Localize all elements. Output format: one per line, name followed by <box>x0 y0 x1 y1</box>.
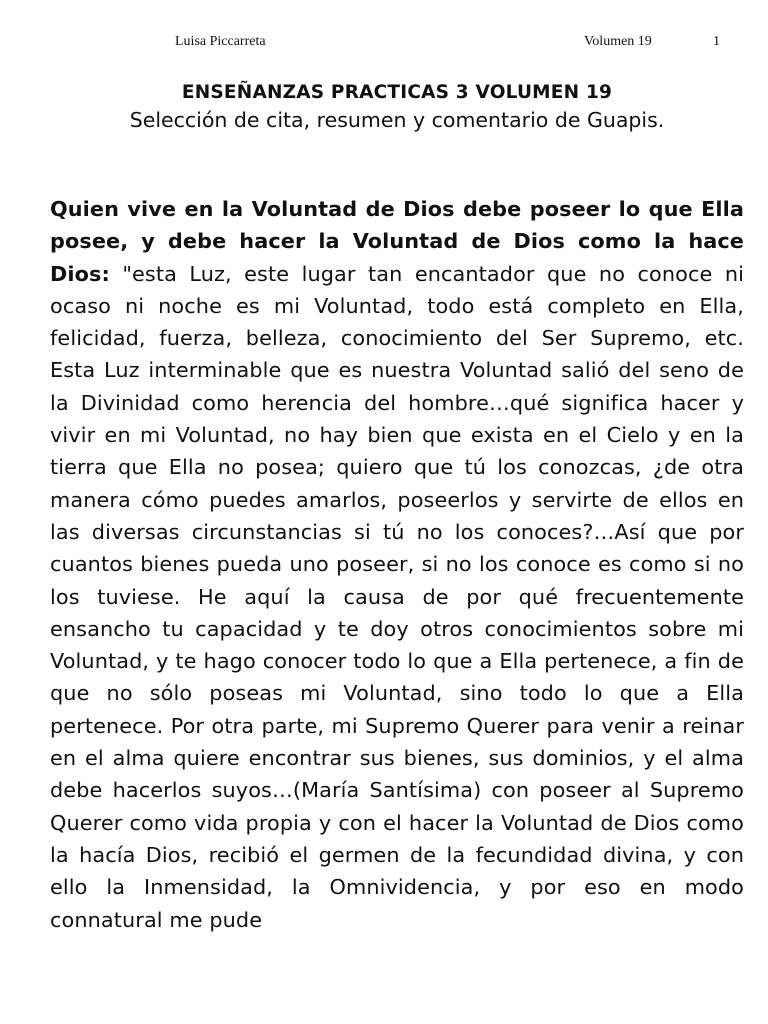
paragraph-quote-text: "esta Luz, este lugar tan encantador que no conoce ni ocaso ni noche es mi Voluntad, todo está completo en Ella, felicidad, fuerza, belleza, conocimiento del Ser Supremo, etc. Esta Luz interminable que es nuestra Voluntad salió del seno de la Divinidad como herencia del hombre…qué significa hacer y vivir en mi Voluntad, no hay bien que exista en el Cielo y en la tierra que Ella no posea; quiero que tú los conozcas, ¿de otra manera cómo puedes amarlos, poseerlos y servirte de ellos en las diversas circunstancias si tú no los conoces?…Así que por cuantos bienes pueda uno poseer, si no los conoce es como si no los tuviese. He aquí la causa de por qué frecuentemente ensancho tu capacidad y te doy otros conocimientos sobre mi Voluntad, y te hago conocer todo lo que a Ella pertenece, a fin de que no sólo poseas mi Voluntad, sino todo lo que a Ella pertenece. Por otra parte, mi Supremo Querer para venir a reinar en el alma quiere encontrar sus bienes, sus dominios, y el alma debe hacerlos suyos…(María Santísima) con poseer al Supremo Querer como vida propia y con el hacer la Voluntad de Dios como la hacía Dios, recibió el germen de la fecundidad divina, y con ello la Inmensidad, la Omnividencia, y por eso en modo connatural me pude <box>50 261 744 932</box>
body-paragraph <box>50 193 744 936</box>
document-subtitle: Selección de cita, resumen y comentario de Guapis. <box>129 108 665 132</box>
page-header <box>0 34 768 54</box>
paragraph-lead-heading: Quien vive en la Voluntad de Dios debe poseer lo que Ella posee, y debe hacer la Voluntad de Dios como la hace Dios: <box>50 197 744 286</box>
header-page-number: 1 <box>713 34 720 49</box>
header-volume: Volumen 19 <box>584 34 652 49</box>
document-title: ENSEÑANZAS PRACTICAS 3 VOLUMEN 19 <box>181 82 613 103</box>
header-author: Luisa Piccarreta <box>175 34 266 49</box>
title-block <box>0 80 768 134</box>
